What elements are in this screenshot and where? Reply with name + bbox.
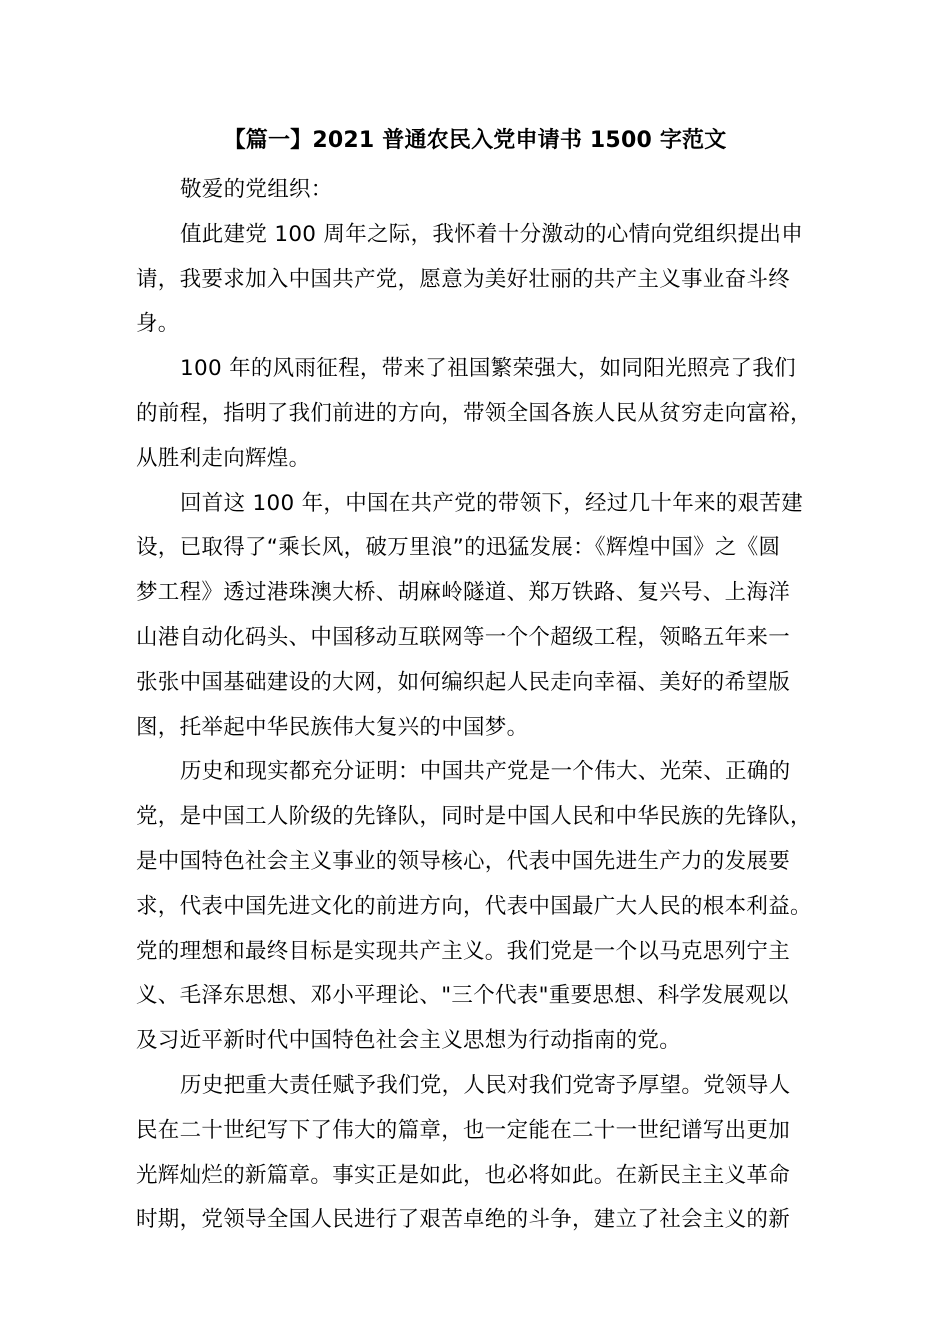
text-line: 值此建党 100 周年之际，我怀着十分激动的心情向党组织提出申 — [180, 221, 804, 247]
text-line: 及习近平新时代中国特色社会主义思想为行动指南的党。 — [136, 1028, 682, 1054]
text-line: 历史把重大责任赋予我们党，人民对我们党寄予厚望。党领导人 — [180, 1072, 791, 1098]
text-line: 时期，党领导全国人民进行了艰苦卓绝的斗争，建立了社会主义的新 — [136, 1207, 791, 1233]
document-body — [136, 168, 826, 1243]
text-line: 义、毛泽东思想、邓小平理论、"三个代表"重要思想、科学发展观以 — [136, 983, 789, 1009]
text-line: 山港自动化码头、中国移动互联网等一个个超级工程，领略五年来一 — [136, 624, 791, 650]
text-line: 图，托举起中华民族伟大复兴的中国梦。 — [136, 714, 529, 740]
text-line: 光辉灿烂的新篇章。事实正是如此，也必将如此。在新民主主义革命 — [136, 1162, 791, 1188]
text-line: 梦工程》透过港珠澳大桥、胡麻岭隧道、郑万铁路、复兴号、上海洋 — [136, 580, 791, 606]
text-line: 回首这 100 年，中国在共产党的带领下，经过几十年来的艰苦建 — [180, 490, 804, 516]
text-line: 求，代表中国先进文化的前进方向，代表中国最广大人民的根本利益。 — [136, 893, 812, 919]
text-line: 张张中国基础建设的大网，如何编织起人民走向幸福、美好的希望版 — [136, 669, 791, 695]
text-line: 敬爱的党组织： — [180, 177, 333, 202]
text-line: 的前程，指明了我们前进的方向，带领全国各族人民从贫穷走向富裕， — [136, 400, 812, 426]
text-line: 历史和现实都充分证明：中国共产党是一个伟大、光荣、正确的 — [180, 759, 791, 785]
document-title: 【篇一】2021 普通农民入党申请书 1500 字范文 — [223, 128, 727, 153]
text-line: 党的理想和最终目标是实现共产主义。我们党是一个以马克思列宁主 — [136, 938, 791, 964]
text-line: 100 年的风雨征程，带来了祖国繁荣强大，如同阳光照亮了我们 — [180, 356, 796, 382]
text-line: 党，是中国工人阶级的先锋队，同时是中国人民和中华民族的先锋队， — [136, 804, 812, 830]
text-line: 请，我要求加入中国共产党，愿意为美好壮丽的共产主义事业奋斗终 — [136, 266, 791, 292]
text-line: 是中国特色社会主义事业的领导核心，代表中国先进生产力的发展要 — [136, 848, 791, 874]
text-line: 民在二十世纪写下了伟大的篇章，也一定能在二十一世纪谱写出更加 — [136, 1117, 791, 1143]
text-line: 从胜利走向辉煌。 — [136, 445, 311, 471]
text-line: 身。 — [136, 311, 180, 337]
text-line: 设，已取得了“乘长风，破万里浪”的迅猛发展：《辉煌中国》之《圆 — [136, 535, 781, 561]
